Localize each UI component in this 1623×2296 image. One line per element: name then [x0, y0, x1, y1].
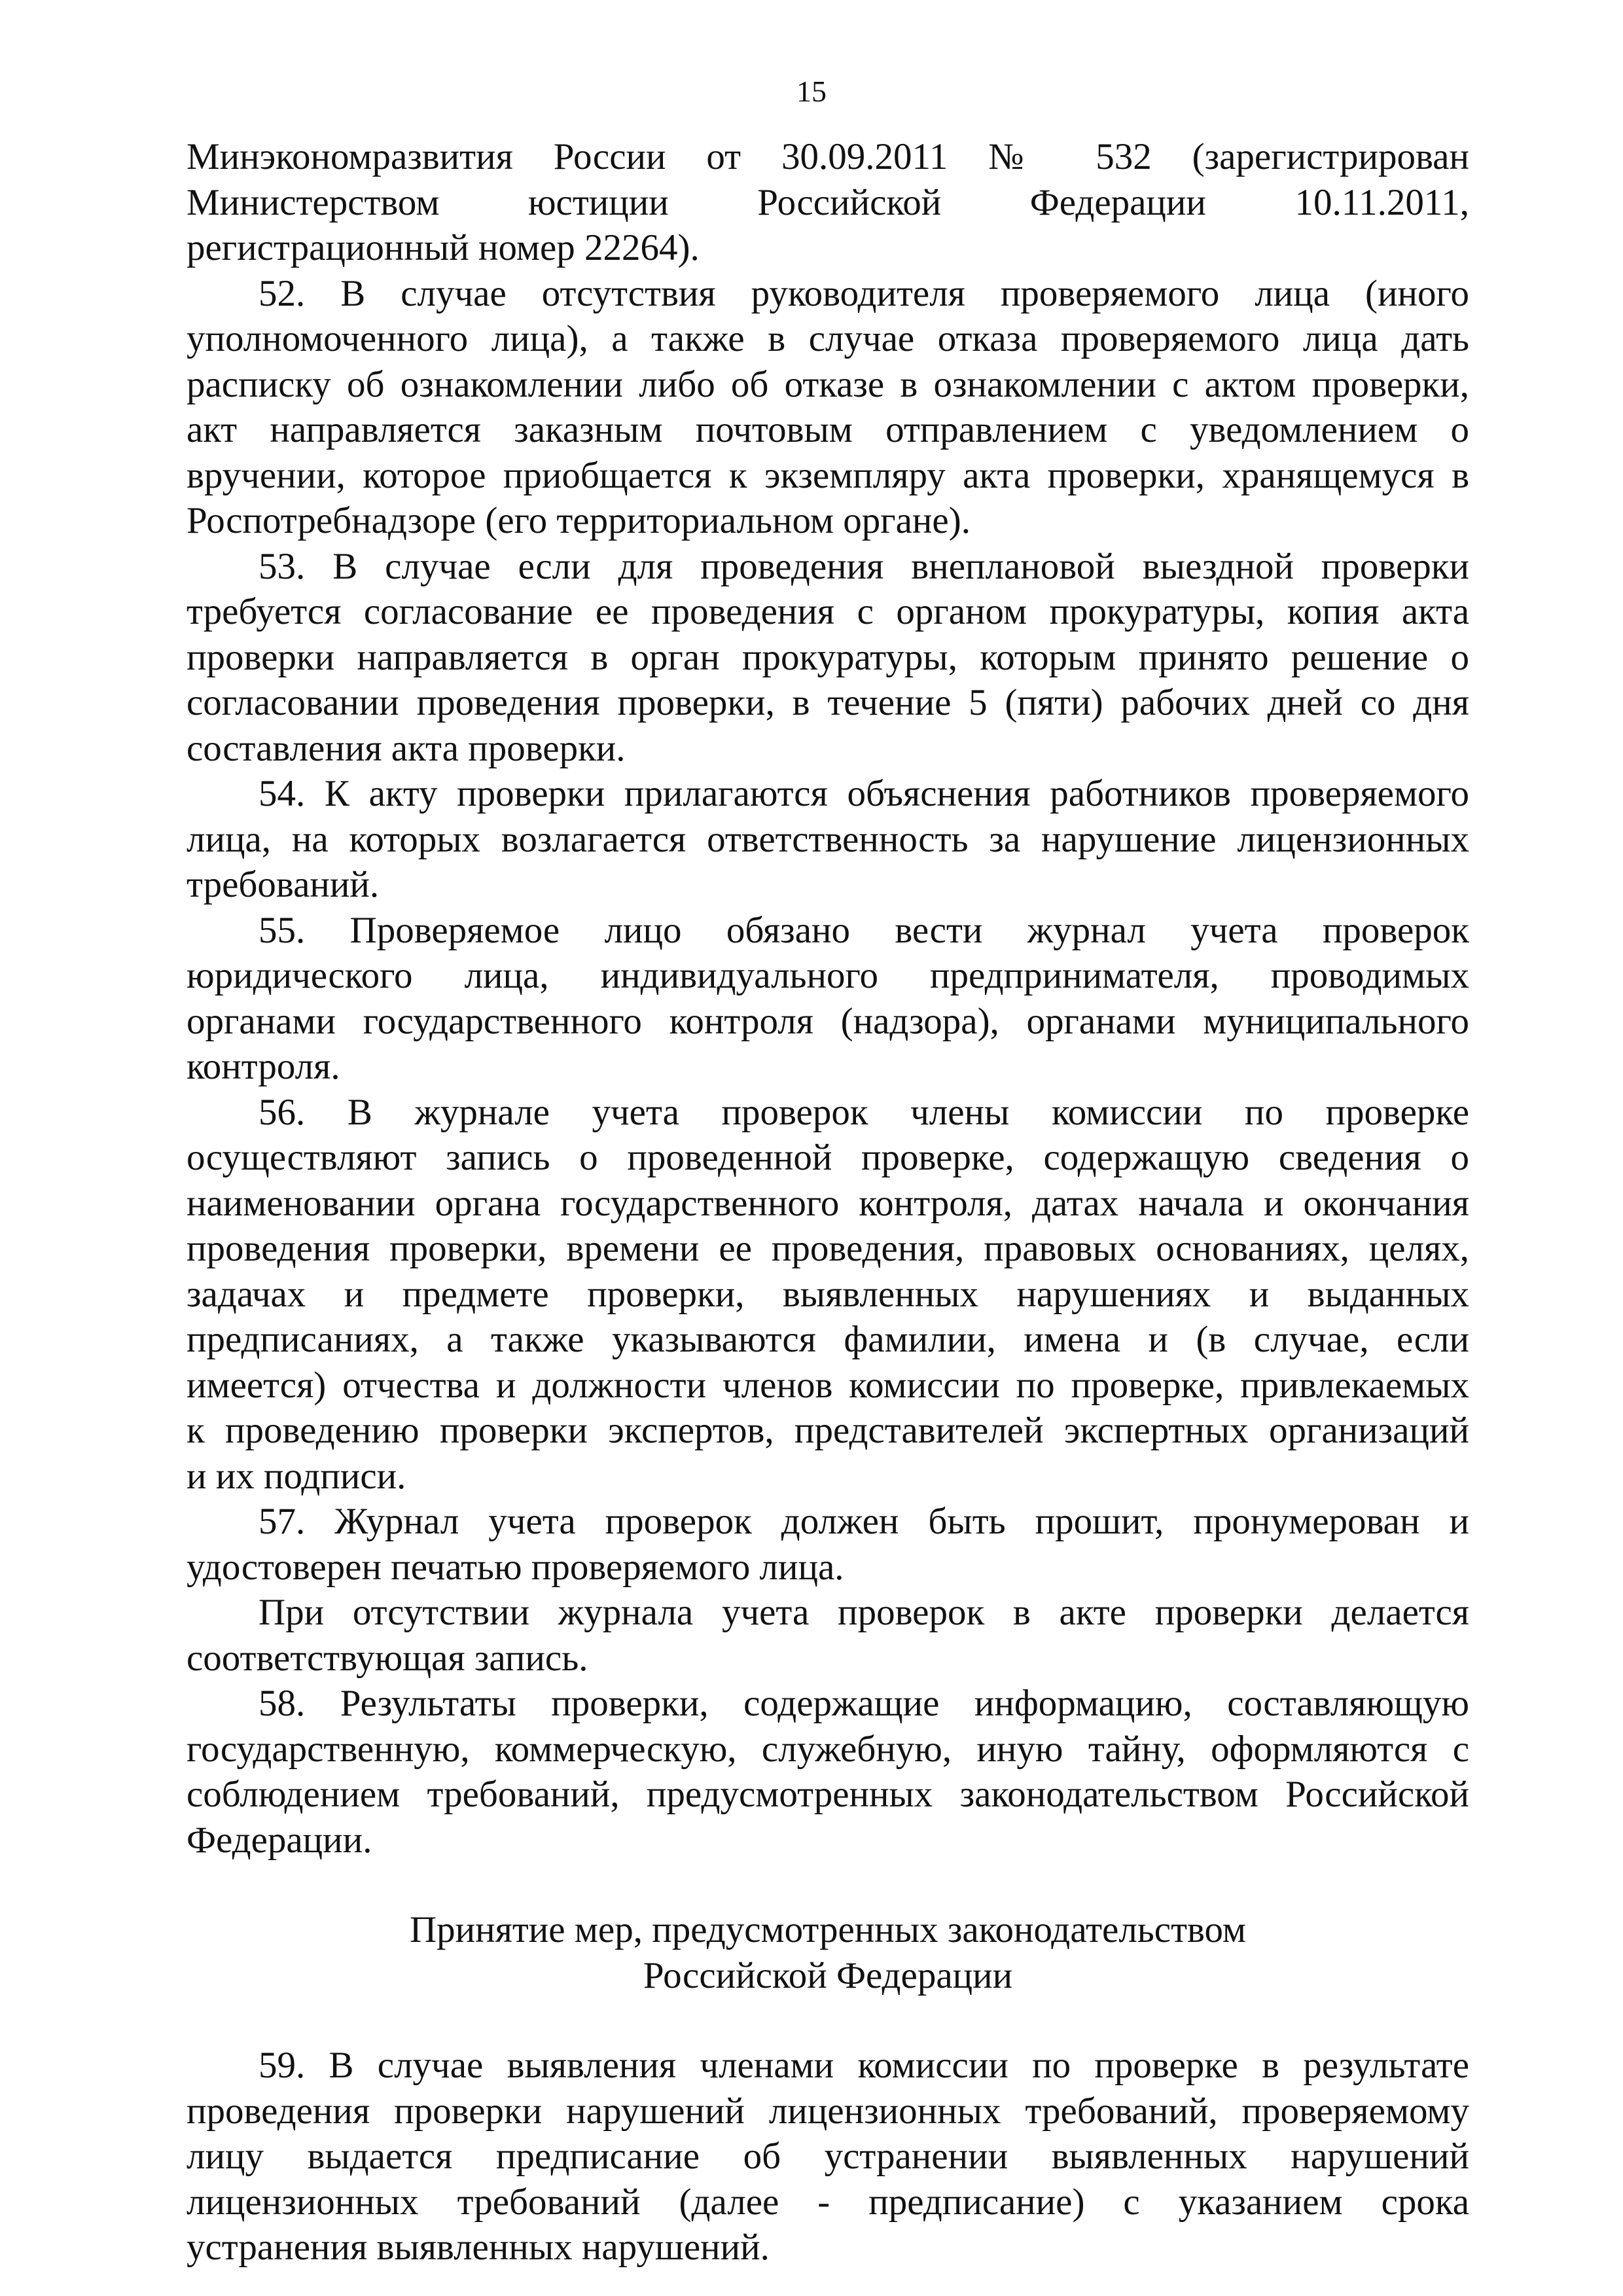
paragraph-p-53 [187, 544, 1469, 772]
text-line: государственную, коммерческую, служебную, иную тайну, оформляются с [187, 1728, 1469, 1770]
paragraph-p-56 [187, 1090, 1469, 1499]
section-heading-line-1: Принятие мер, предусмотренных законодательством [409, 1909, 1247, 1950]
text-line: удостоверен печатью проверяемого лица. [187, 1546, 844, 1588]
text-line: лицензионных требований (далее - предписание) с указанием срока [187, 2181, 1469, 2223]
text-line: 59. В случае выявления членами комиссии по проверке в результате [259, 2045, 1469, 2086]
text-line: При отсутствии журнала учета проверок в акте проверки делается [259, 1592, 1469, 1633]
section-heading-line-2: Российской Федерации [643, 1954, 1013, 1996]
text-line: 57. Журнал учета проверок должен быть прошит, пронумерован и [259, 1501, 1469, 1542]
paragraph-p-cont [187, 134, 1469, 271]
text-line: уполномоченного лица), а также в случае отказа проверяемого лица дать [187, 318, 1469, 359]
page-number: 15 [796, 75, 827, 108]
text-line: соблюдением требований, предусмотренных законодательством Российской [187, 1774, 1469, 1815]
paragraph-p-57 [187, 1499, 1469, 1590]
text-line: предписаниях, а также указываются фамилии, имена и (в случае, если [187, 1319, 1469, 1360]
text-line: составления акта проверки. [187, 727, 626, 769]
text-line: согласовании проведения проверки, в течение 5 (пяти) рабочих дней со дня [187, 682, 1469, 723]
text-line: лицу выдается предписание об устранении выявленных нарушений [187, 2136, 1469, 2177]
text-line: к проведению проверки экспертов, представителей экспертных организаций [187, 1410, 1469, 1451]
text-line: осуществляют запись о проведенной проверке, содержащую сведения о [187, 1137, 1469, 1178]
text-line: юридического лица, индивидуального предпринимателя, проводимых [187, 955, 1469, 996]
text-line: проверки направляется в орган прокуратуры, которым принято решение о [187, 636, 1469, 678]
section-heading [187, 1907, 1469, 1998]
document-body [187, 134, 1469, 2270]
text-line: вручении, которое приобщается к экземпляру акта проверки, хранящемуся в [187, 454, 1469, 496]
paragraph-p-59 [187, 2043, 1469, 2270]
text-line: устранения выявленных нарушений. [187, 2227, 770, 2268]
paragraphs-after-heading [187, 2043, 1469, 2270]
text-line: имеется) отчества и должности членов комиссии по проверке, привлекаемых [187, 1364, 1469, 1406]
text-line: 54. К акту проверки прилагаются объяснения работников проверяемого [259, 773, 1469, 814]
text-line: 58. Результаты проверки, содержащие информацию, составляющую [259, 1683, 1469, 1724]
text-line: требуется согласование ее проведения с органом прокуратуры, копия акта [187, 591, 1469, 632]
text-line: регистрационный номер 22264). [187, 227, 700, 268]
text-line: проведения проверки, времени ее проведения, правовых основаниях, целях, [187, 1228, 1469, 1269]
text-line: Министерством юстиции Российской Федерации 10.11.2011, [187, 181, 1469, 223]
text-line: органами государственного контроля (надзора), органами муниципального [187, 1000, 1469, 1042]
text-line: контроля. [187, 1046, 340, 1087]
text-line: 52. В случае отсутствия руководителя проверяемого лица (иного [259, 272, 1469, 314]
text-line: проведения проверки нарушений лицензионных требований, проверяемому [187, 2090, 1469, 2132]
text-line: соответствующая запись. [187, 1637, 588, 1679]
paragraph-p-54 [187, 771, 1469, 908]
paragraph-p-58 [187, 1681, 1469, 1863]
paragraph-p-57b [187, 1590, 1469, 1681]
paragraph-p-55 [187, 908, 1469, 1090]
text-line: Федерации. [187, 1819, 372, 1861]
paragraph-p-52 [187, 271, 1469, 544]
text-line: требований. [187, 864, 380, 905]
text-line: лица, на которых возлагается ответственность за нарушение лицензионных [187, 818, 1469, 860]
text-line: 55. Проверяемое лицо обязано вести журнал учета проверок [259, 909, 1469, 951]
text-line: 56. В журнале учета проверок члены комиссии по проверке [259, 1091, 1469, 1133]
text-line: Минэкономразвития России от 30.09.2011 № 532 (зарегистрирован [187, 136, 1469, 177]
text-line: расписку об ознакомлении либо об отказе в ознакомлении с актом проверки, [187, 363, 1469, 405]
text-line: Роспотребнадзоре (его территориальном органе). [187, 500, 971, 541]
text-line: задачах и предмете проверки, выявленных нарушениях и выданных [187, 1273, 1469, 1315]
paragraphs-before-heading [187, 134, 1469, 1863]
text-line: и их подписи. [187, 1455, 406, 1497]
text-line: акт направляется заказным почтовым отправлением с уведомлением о [187, 409, 1469, 450]
text-line: 53. В случае если для проведения внеплановой выездной проверки [259, 545, 1469, 587]
text-line: наименовании органа государственного контроля, датах начала и окончания [187, 1182, 1469, 1224]
